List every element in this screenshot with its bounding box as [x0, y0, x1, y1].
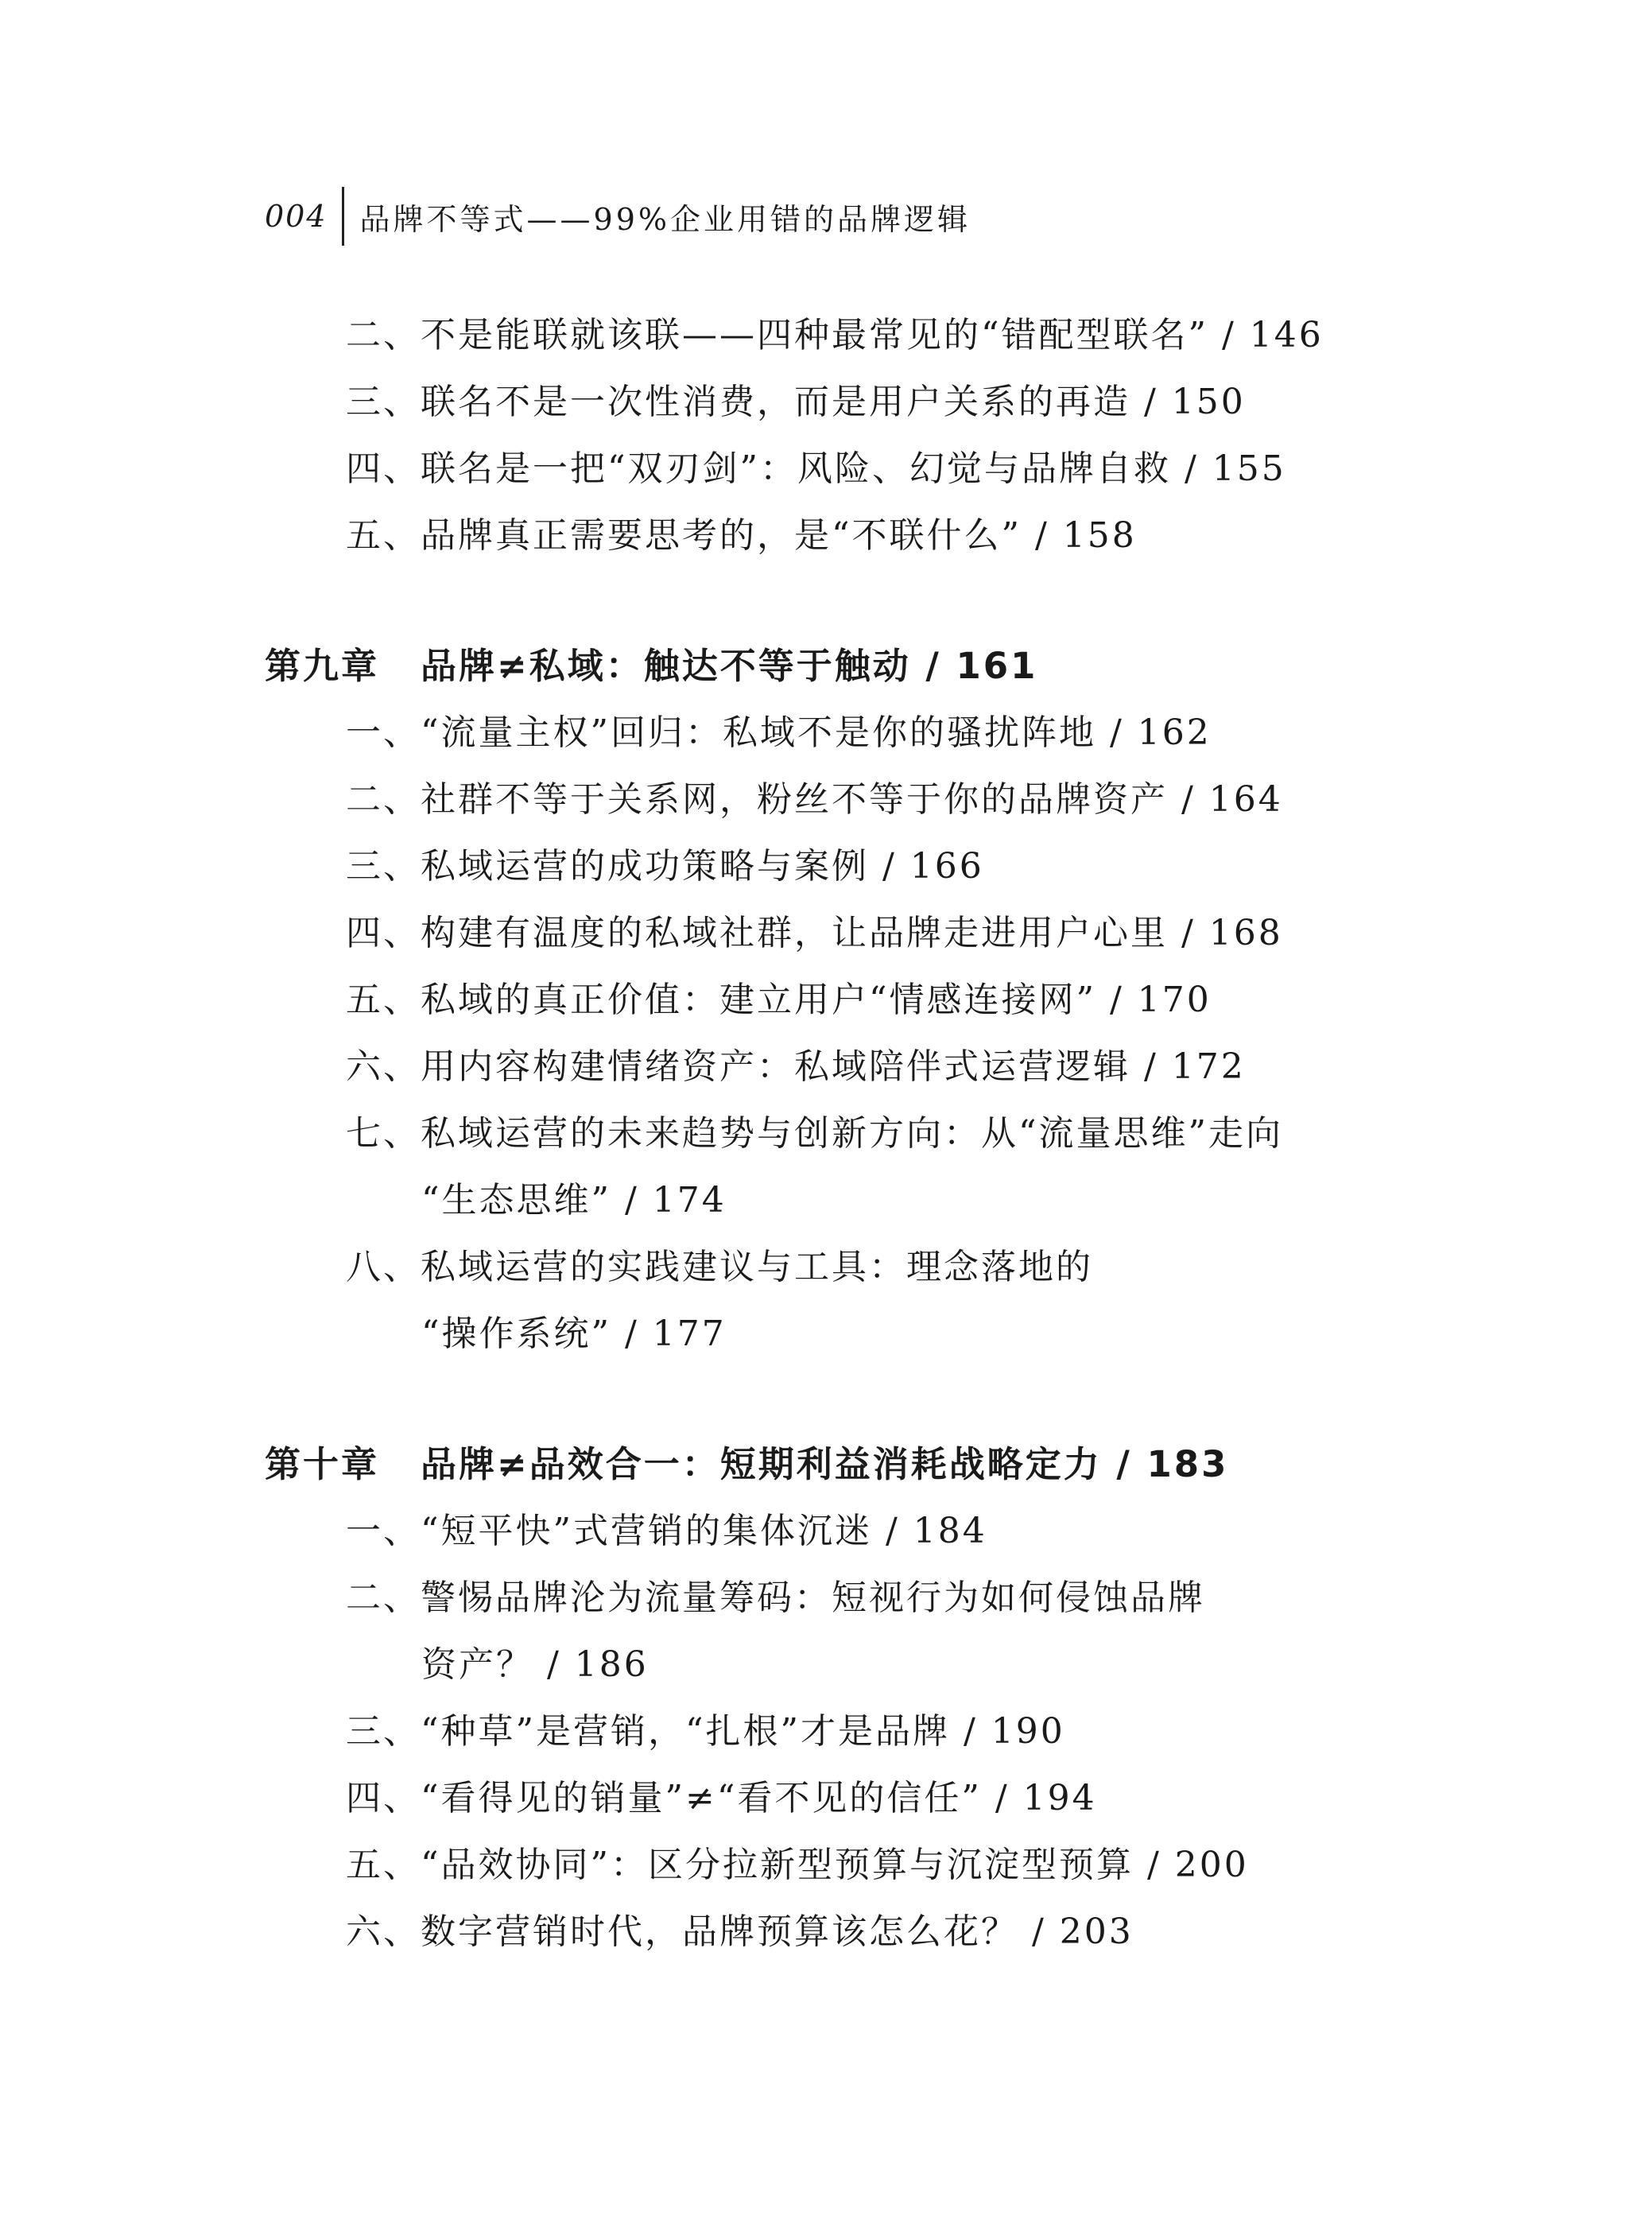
toc-entry[interactable]: 七、私域运营的未来趋势与创新方向：从“流量思维”走向	[346, 1113, 1283, 1154]
chapter-label: 第十章	[265, 1443, 380, 1485]
toc-entry[interactable]: 三、私域运营的成功策略与案例 / 166	[346, 846, 984, 887]
running-head	[265, 184, 971, 248]
toc-entry[interactable]: 四、“看得见的销量”≠“看不见的信任” / 194	[346, 1778, 1097, 1818]
chapter-title: 品牌≠私域：触达不等于触动 / 161	[421, 645, 1038, 687]
toc-entry[interactable]: 四、构建有温度的私域社群，让品牌走进用户心里 / 168	[346, 913, 1283, 953]
chapter-label: 第九章	[265, 645, 380, 687]
header-divider	[342, 187, 344, 246]
toc-entry[interactable]: 三、联名不是一次性消费，而是用户关系的再造 / 150	[346, 382, 1246, 422]
toc-entry[interactable]: 二、不是能联就该联——四种最常见的“错配型联名” / 146	[346, 315, 1324, 355]
toc-entry[interactable]: 二、社群不等于关系网，粉丝不等于你的品牌资产 / 164	[346, 779, 1283, 820]
toc-entry[interactable]: 八、私域运营的实践建议与工具：理念落地的	[346, 1247, 1093, 1287]
toc-entry[interactable]: 六、数字营销时代，品牌预算该怎么花？ / 203	[346, 1911, 1134, 1952]
chapter-title: 品牌≠品效合一：短期利益消耗战略定力 / 183	[421, 1443, 1229, 1485]
toc-entry-continuation[interactable]: “生态思维” / 174	[421, 1180, 727, 1221]
toc-entry[interactable]: 五、“品效协同”：区分拉新型预算与沉淀型预算 / 200	[346, 1845, 1249, 1885]
toc-entry[interactable]: 三、“种草”是营销，“扎根”才是品牌 / 190	[346, 1711, 1065, 1752]
page-number: 004	[265, 199, 328, 234]
toc-entry[interactable]: 一、“短平快”式营销的集体沉迷 / 184	[346, 1511, 987, 1551]
toc-entry[interactable]: 六、用内容构建情绪资产：私域陪伴式运营逻辑 / 172	[346, 1046, 1246, 1087]
toc-entry-continuation[interactable]: 资产？ / 186	[421, 1644, 649, 1685]
book-title: 品牌不等式——99%企业用错的品牌逻辑	[359, 201, 971, 237]
toc-entry[interactable]: 五、私域的真正价值：建立用户“情感连接网” / 170	[346, 980, 1212, 1020]
chapter-heading[interactable]	[265, 1441, 1228, 1488]
toc-entry[interactable]: 四、联名是一把“双刃剑”：风险、幻觉与品牌自救 / 155	[346, 448, 1286, 489]
toc-entry[interactable]: 五、品牌真正需要思考的，是“不联什么” / 158	[346, 515, 1137, 556]
toc-entry[interactable]: 一、“流量主权”回归：私域不是你的骚扰阵地 / 162	[346, 712, 1212, 753]
toc-entry[interactable]: 二、警惕品牌沦为流量筹码：短视行为如何侵蚀品牌	[346, 1578, 1205, 1618]
toc-entry-continuation[interactable]: “操作系统” / 177	[421, 1314, 727, 1354]
chapter-heading[interactable]	[265, 642, 1037, 690]
